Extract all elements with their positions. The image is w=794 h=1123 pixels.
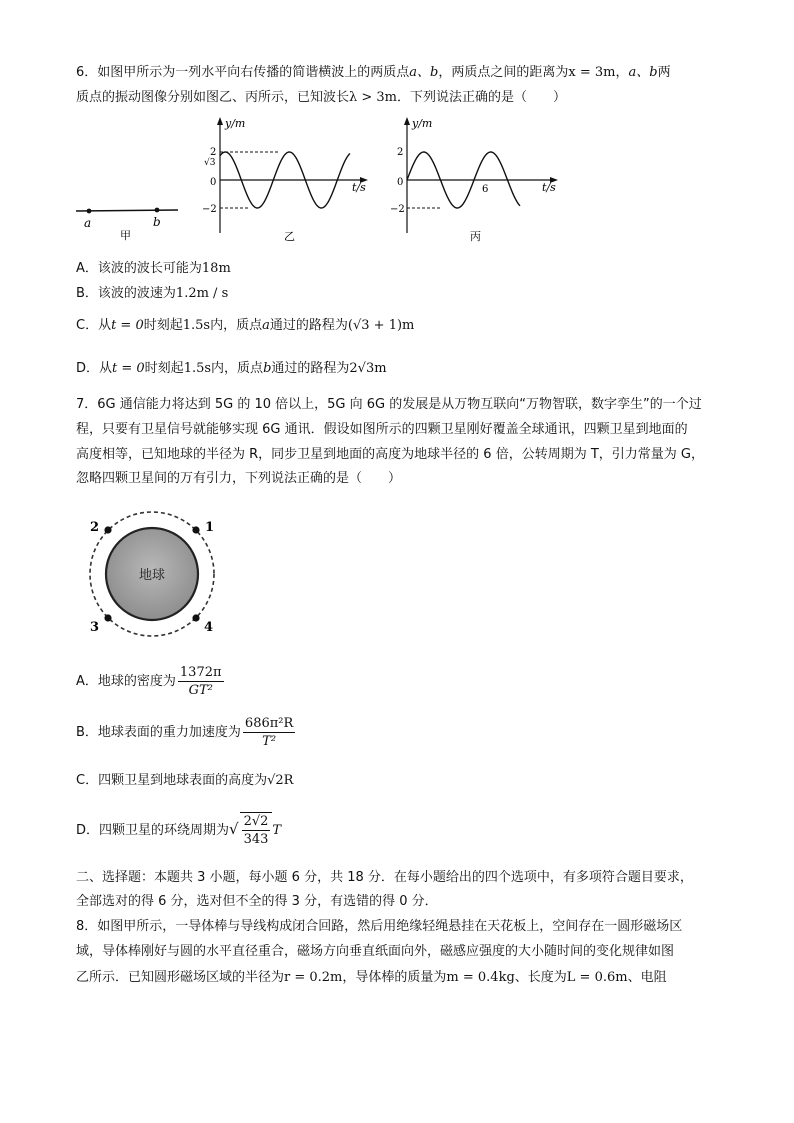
- q6-line-1: 6．如图甲所示为一列水平向右传播的简谐横波上的两质点a、b，两质点之间的距离为x = 3m，a、b两: [76, 65, 671, 80]
- caption-yi: 乙: [284, 230, 295, 243]
- q7-option-c: C．四颗卫星到地球表面的高度为√2R: [76, 773, 294, 788]
- q6-option-b: B．该波的波速为1.2m / s: [76, 286, 229, 301]
- earth-label: 地球: [138, 568, 166, 583]
- sqrt-sign: √: [229, 820, 239, 838]
- tick-0: 0: [210, 177, 217, 188]
- satellite-3: [104, 614, 111, 621]
- section-2-line-2: 全部选对的得 6 分，选对但不全的得 3 分，有选错的得 0 分．: [76, 894, 438, 909]
- figure-jia: [70, 195, 185, 245]
- satellite-2-label: 2: [90, 520, 100, 535]
- section-2-line-1: 二、选择题：本题共 3 小题，每小题 6 分，共 18 分．在每小题给出的四个选项中，有多项符合题目要求，: [76, 870, 693, 885]
- x-label: t/s: [542, 181, 556, 194]
- label-b: b: [153, 215, 161, 229]
- q7-option-b: B．地球表面的重力加速度为 $\frac{\text{686π²R}}{\text{T²}}$: [76, 716, 294, 749]
- caption-bing: 丙: [470, 230, 481, 243]
- tick-2: 2: [397, 147, 404, 158]
- tick-6: 6: [482, 184, 489, 195]
- q7-option-d: D．四颗卫星的环绕周期为√ $\frac{2√2}{343}$ T: [76, 814, 282, 847]
- radicand: $\frac{2√2}{343}$: [240, 812, 273, 848]
- q7-line-2: 程，只要有卫星信号就能够实现 6G 通讯．假设如图所示的四颗卫星刚好覆盖全球通讯，四颗卫星到地面的: [76, 422, 688, 437]
- tick-0: 0: [397, 177, 404, 188]
- q8-line-2: 域，导体棒刚好与圆的水平直径重合，磁场方向垂直纸面向外，磁感应强度的大小随时间的变化规律如图: [76, 944, 675, 959]
- point-a: [87, 209, 92, 214]
- q7-line-3: 高度相等，已知地球的半径为 R，同步卫星到地面的高度为地球半径的 6 倍，公转周期为 T，引力常量为 G，: [76, 447, 704, 462]
- satellite-2: [104, 526, 111, 533]
- q6-option-d: D．从t = 0时刻起1.5s内，质点b通过的路程为2√3m: [76, 361, 387, 376]
- tick-minus-2: −2: [390, 204, 405, 215]
- y-label: y/m: [412, 117, 433, 130]
- tick-2: 2: [210, 147, 217, 158]
- label-a: a: [84, 216, 92, 230]
- tick-sqrt3: √3: [204, 158, 216, 168]
- q7-option-a: A．地球的密度为 $\frac{1372\pi}{\text{GT²}}$: [76, 665, 222, 698]
- fraction: $\frac{\text{686π²R}}{\text{T²}}$: [244, 716, 294, 749]
- tick-minus-2: −2: [202, 204, 217, 215]
- satellite-1-label: 1: [205, 520, 215, 535]
- q8-line-3: 乙所示．已知圆形磁场区域的半径为r = 0.2m，导体棒的质量为m = 0.4kg、长度为L = 0.6m、电阻: [76, 970, 667, 985]
- q6-option-c: C．从t = 0时刻起1.5s内，质点a通过的路程为(√3 + 1)m: [76, 318, 415, 333]
- satellite-1: [192, 526, 199, 533]
- point-b: [155, 208, 160, 213]
- satellite-4-label: 4: [204, 620, 214, 635]
- y-label: y/m: [225, 117, 246, 130]
- q6-option-a: A．该波的波长可能为18m: [76, 261, 231, 276]
- satellite-3-label: 3: [90, 620, 100, 635]
- figure-yi: [200, 115, 375, 245]
- x-label: t/s: [352, 181, 366, 194]
- fraction: $\frac{1372\pi}{\text{GT²}}$: [179, 665, 222, 698]
- q7-line-4: 忽略四颗卫星间的万有引力，下列说法正确的是（ ）: [76, 471, 402, 486]
- q8-line-1: 8．如图甲所示，一导体棒与导线构成闭合回路，然后用绝缘轻绳悬挂在天花板上，空间存在一圆形磁场区: [76, 919, 683, 934]
- figure-bing: [390, 115, 565, 245]
- q6-line-2: 质点的振动图像分别如图乙、丙所示，已知波长λ > 3m．下列说法正确的是（ ）: [76, 90, 567, 105]
- y-arrow: [217, 117, 223, 125]
- caption-jia: 甲: [120, 229, 131, 242]
- y-arrow: [404, 117, 410, 125]
- figure-satellites: [82, 505, 222, 643]
- q7-line-1: 7．6G 通信能力将达到 5G 的 10 倍以上，5G 向 6G 的发展是从万物互联向“万物智联，数字孪生”的一个过: [76, 397, 702, 412]
- satellite-4: [192, 614, 199, 621]
